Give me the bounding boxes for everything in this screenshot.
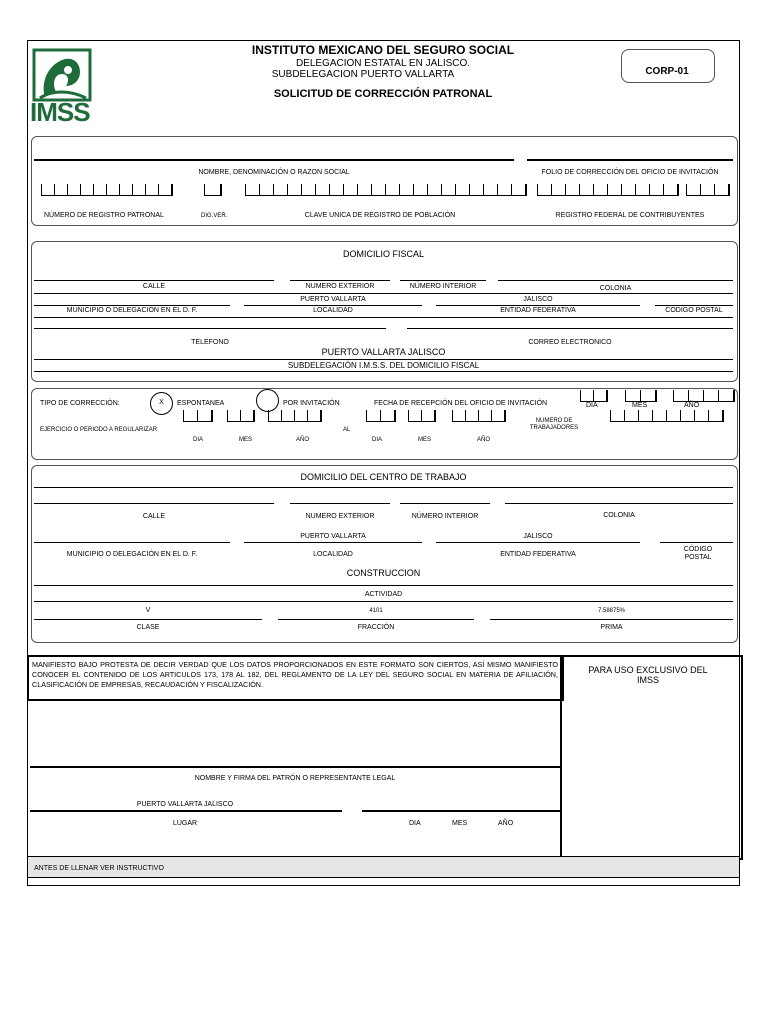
prima-line[interactable] <box>490 619 733 620</box>
al-label: AL <box>343 427 351 433</box>
fiscal-subdelegacion-label: SUBDELEGACIÓN I.M.S.S. DEL DOMICILIO FISCAL <box>287 361 480 370</box>
recepcion-ano-label: AÑO <box>684 402 700 409</box>
centro-localidad-value: PUERTO VALLARTA <box>300 533 366 540</box>
prima-label: PRIMA <box>600 624 623 631</box>
centro-entidad-line[interactable] <box>436 542 640 543</box>
fiscal-bottom-line <box>34 371 733 372</box>
centro-numext-line[interactable] <box>290 503 390 504</box>
desde-mes-label: MES <box>239 437 253 443</box>
declaration-text: MANIFIESTO BAJO PROTESTA DE DECIR VERDAD QUE LOS DATOS PROPORCIONADOS EN ESTE FORMATO SON CIERTOS, ASÍ MISMO MANIFIESTO CONOCER EL CONTENIDO DE LOS ARTICULOS 173, 178 AL 182, DEL REGLAMENTO DE LA LEY DEL SEGURO SOCIAL EN MATERIA DE AFILIACIÓN, CLASIFICACIÓN DE EMPRESAS, RECAUDACIÓN Y FISCALIZACIÓN. <box>32 660 558 689</box>
imss-logo <box>30 46 96 128</box>
fiscal-cp-line[interactable] <box>655 305 733 306</box>
recepcion-mes-boxes[interactable] <box>625 390 657 402</box>
centro-localidad-label: LOCALIDAD <box>313 551 353 558</box>
hasta-ano-label: AÑO <box>477 437 491 443</box>
exclusive-label: PARA USO EXCLUSIVO DEL IMSS <box>588 665 708 685</box>
footer-note: ANTES DE LLENAR VER INSTRUCTIVO <box>34 865 164 872</box>
centro-calle-line[interactable] <box>34 503 274 504</box>
rfc-boxes[interactable] <box>537 184 679 196</box>
delegation: DELEGACION ESTATAL EN JALISCO. <box>295 58 471 69</box>
fiscal-municipio-label: MUNICIPIO O DELEGACIÓN EN EL D. F. <box>66 307 198 314</box>
nrp-label: NÚMERO DE REGISTRO PATRONAL <box>44 212 164 219</box>
fiscal-localidad-line[interactable] <box>244 305 422 306</box>
fiscal-telefono-line[interactable] <box>34 328 386 329</box>
fiscal-entidad-line[interactable] <box>436 305 640 306</box>
centro-localidad-line[interactable] <box>244 542 422 543</box>
lugar-label: LUGAR <box>172 820 198 827</box>
fraccion-line[interactable] <box>278 619 474 620</box>
fiscal-numint-line[interactable] <box>400 280 486 281</box>
centro-municipio-label: MUNICIPIO O DELEGACIÓN EN EL D. F. <box>66 551 198 558</box>
centro-numext-label: NUMERO EXTERIOR <box>305 513 375 520</box>
fiscal-localidad-label: LOCALIDAD <box>313 307 353 314</box>
num-trabajadores-boxes[interactable] <box>610 410 724 422</box>
fiscal-localidad-value: PUERTO VALLARTA <box>300 296 366 303</box>
fiscal-correo-line[interactable] <box>407 328 733 329</box>
fraccion-label: FRACCIÓN <box>357 624 395 631</box>
desde-ano-label: AÑO <box>296 437 310 443</box>
fecha-dia-label: DIA <box>409 820 421 827</box>
desde-mes-boxes[interactable] <box>227 410 255 422</box>
fraccion-value: 4101 <box>369 608 383 614</box>
rfc-homoclave-boxes[interactable] <box>686 184 730 196</box>
fiscal-row2-bottom <box>34 317 733 318</box>
desde-dia-label: DIA <box>193 437 204 443</box>
lugar-line[interactable] <box>30 810 342 812</box>
desde-dia-boxes[interactable] <box>183 410 213 422</box>
recepcion-dia-label: DIA <box>586 402 598 409</box>
centro-title: DOMICILIO DEL CENTRO DE TRABAJO <box>300 472 467 482</box>
centro-actividad-label: ACTIVIDAD <box>364 591 403 598</box>
exclusive-box <box>560 655 743 860</box>
logo-text: IMSS <box>30 97 90 127</box>
recepcion-ano-boxes[interactable] <box>673 390 735 402</box>
invitacion-radio[interactable] <box>256 389 279 412</box>
subdelegation: SUBDELEGACION PUERTO VALLARTA <box>271 69 455 80</box>
fiscal-correo-label: CORREO ELECTRONICO <box>528 339 612 346</box>
hasta-ano-boxes[interactable] <box>452 410 506 422</box>
fecha-line[interactable] <box>362 810 560 812</box>
fiscal-subdelegacion-value: PUERTO VALLARTA JALISCO <box>321 347 446 357</box>
fiscal-title: DOMICILIO FISCAL <box>342 249 424 259</box>
fiscal-subdelegacion-line[interactable] <box>34 359 733 360</box>
recepcion-mes-label: MES <box>632 402 648 409</box>
rfc-label: REGISTRO FEDERAL DE CONTRIBUYENTES <box>555 212 705 219</box>
centro-cp-label: CÓDIGO POSTAL <box>683 546 713 561</box>
prima-value: 7.58875% <box>597 608 626 614</box>
espontanea-mark: X <box>159 399 164 406</box>
fiscal-colonia-line[interactable] <box>498 280 733 281</box>
centro-entidad-label: ENTIDAD FEDERATIVA <box>500 551 576 558</box>
fiscal-calle-line[interactable] <box>34 280 274 281</box>
centro-actividad-value: CONSTRUCCION <box>346 568 421 578</box>
centro-row-line <box>34 601 733 602</box>
hasta-mes-label: MES <box>418 437 432 443</box>
fiscal-numint-label: NÚMERO INTERIOR <box>409 283 477 290</box>
recepcion-dia-boxes[interactable] <box>580 390 608 402</box>
fecha-mes-label: MES <box>452 820 468 827</box>
lugar-value: PUERTO VALLARTA JALISCO <box>136 801 234 808</box>
ejercicio-label: EJERCICIO O PERIODO A REGULARIZAR <box>40 427 158 433</box>
folio-label: FOLIO DE CORRECCIÓN DEL OFICIO DE INVITACIÓN <box>541 169 719 176</box>
centro-numint-line[interactable] <box>400 503 490 504</box>
org-title: INSTITUTO MEXICANO DEL SEGURO SOCIAL <box>251 43 515 57</box>
fiscal-telefono-label: TELEFONO <box>191 339 229 346</box>
fiscal-calle-label: CALLE <box>142 283 166 290</box>
fecha-ano-label: AÑO <box>498 820 514 827</box>
centro-top-line <box>34 487 733 488</box>
hasta-dia-boxes[interactable] <box>366 410 396 422</box>
centro-municipio-line[interactable] <box>34 542 230 543</box>
hasta-mes-boxes[interactable] <box>408 410 436 422</box>
invitacion-label: POR INVITACIÓN <box>283 400 340 407</box>
centro-numint-label: NÚMERO INTERIOR <box>411 513 479 520</box>
fiscal-cp-label: CÓDIGO POSTAL <box>665 307 723 314</box>
fiscal-entidad-value: JALISCO <box>523 296 553 303</box>
hasta-dia-label: DIA <box>372 437 383 443</box>
nrp-boxes[interactable] <box>41 184 173 196</box>
name-label: NOMBRE, DENOMINACIÓN O RAZON SOCIAL <box>198 169 350 176</box>
fiscal-entidad-label: ENTIDAD FEDERATIVA <box>500 307 576 314</box>
name-line[interactable] <box>34 159 514 161</box>
espontanea-label: ESPONTANEA <box>177 400 225 407</box>
fiscal-row1-bottom <box>34 293 733 294</box>
firma-label: NOMBRE Y FIRMA DEL PATRÓN O REPRESENTANTE LEGAL <box>194 775 396 782</box>
centro-colonia-label: COLONIA <box>603 512 635 519</box>
centro-entidad-value: JALISCO <box>523 533 553 540</box>
fiscal-municipio-line[interactable] <box>34 305 230 306</box>
fiscal-numext-line[interactable] <box>290 280 390 281</box>
num-trab-label: NUMERO DE TRABAJADORES <box>529 418 579 431</box>
desde-ano-boxes[interactable] <box>268 410 322 422</box>
fiscal-colonia-label: COLONIA <box>599 285 632 292</box>
centro-calle-label: CALLE <box>142 513 166 520</box>
tipo-label: TIPO DE CORRECCIÓN: <box>40 400 120 407</box>
clase-label: CLASE <box>136 624 160 631</box>
form-code: CORP-01 <box>645 66 689 77</box>
digver-label: DIG.VER. <box>201 213 228 219</box>
folio-line[interactable] <box>527 159 733 161</box>
clase-line[interactable] <box>34 619 262 620</box>
form-title: SOLICITUD DE CORRECCIÓN PATRONAL <box>273 88 493 100</box>
digver-box[interactable] <box>204 184 222 196</box>
fiscal-numext-label: NUMERO EXTERIOR <box>305 283 375 290</box>
curp-boxes[interactable] <box>245 184 527 196</box>
centro-colonia-line[interactable] <box>505 503 733 504</box>
firma-line[interactable] <box>30 766 560 768</box>
clase-value: V <box>145 607 151 614</box>
fecha-recepcion-label: FECHA DE RECEPCIÓN DEL OFICIO DE INVITACIÓN <box>374 400 548 407</box>
centro-actividad-line[interactable] <box>34 585 733 586</box>
curp-label: CLAVE UNICA DE REGISTRO DE POBLACIÓN <box>304 212 456 219</box>
centro-cp-line[interactable] <box>660 542 733 543</box>
